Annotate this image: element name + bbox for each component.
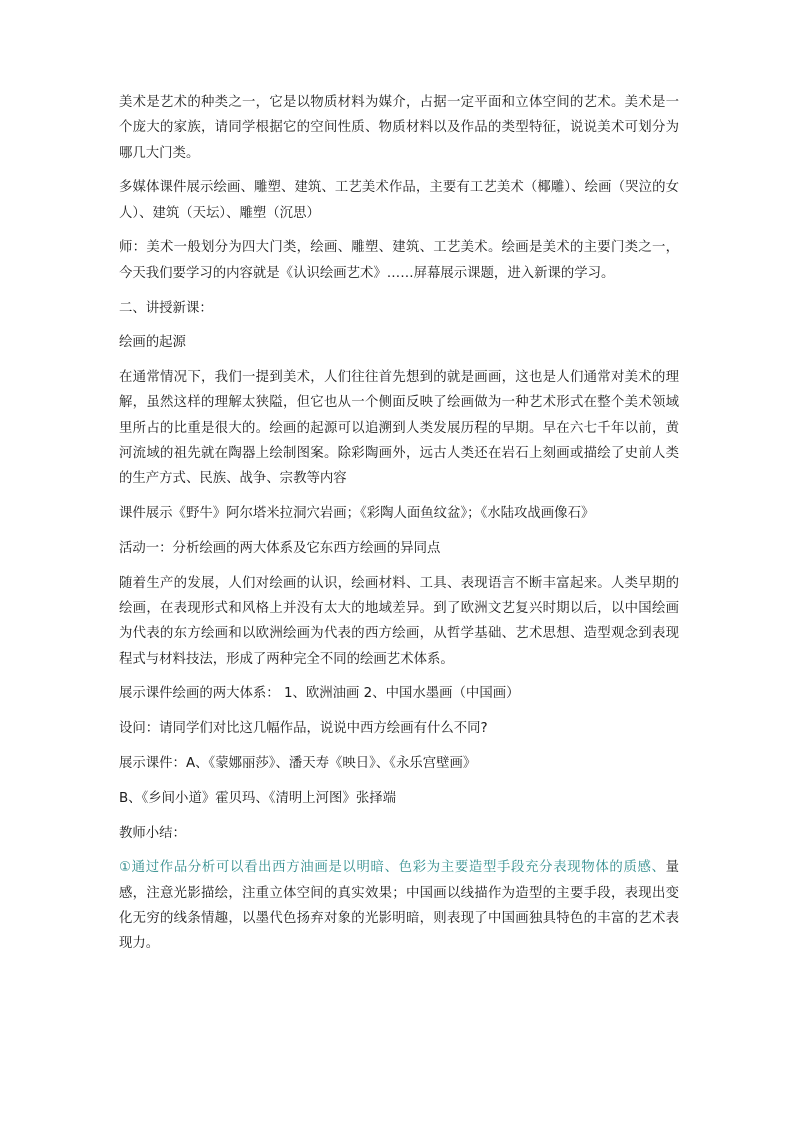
teacher-paragraph: 师：美术一般划分为四大门类，绘画、雕塑、建筑、工艺美术。绘画是美术的主要门类之一，今天我们要学习的内容就是《认识绘画艺术》……屏幕展示课题，进入新课的学习。 — [119, 240, 679, 281]
question-paragraph: 设问：请同学们对比这几幅作品，说说中西方绘画有什么不同? — [119, 721, 488, 737]
show-works-a-paragraph: 展示课件：A、《蒙娜丽莎》、潘天寿《映日》、《永乐宫壁画》 — [119, 756, 477, 772]
show-works-b-paragraph: B、《乡间小道》霍贝玛、《清明上河图》张择端 — [119, 790, 396, 806]
two-systems-paragraph: 展示课件绘画的两大体系： 1、欧洲油画 2、中国水墨画（中国画） — [119, 686, 520, 702]
multimedia-paragraph: 多媒体课件展示绘画、雕塑、建筑、工艺美术作品，主要有工艺美术（椰雕）、绘画（哭泣的女人）、建筑（天坛）、雕塑（沉思） — [119, 180, 679, 221]
document-body — [119, 90, 679, 966]
intro-paragraph: 美术是艺术的种类之一，它是以物质材料为媒介，占据一定平面和立体空间的艺术。美术是一个庞大的家族，请同学根据它的空间性质、物质材料以及作品的类型特征，说说美术可划分为哪几大门类。 — [119, 95, 679, 161]
section-heading-new-lesson: 二、讲授新课： — [119, 300, 213, 316]
subheading-origin: 绘画的起源 — [119, 335, 186, 351]
courseware-paragraph: 课件展示《野牛》阿尔塔米拉洞穴岩画；《彩陶人面鱼纹盆》；《水陆攻战画像石》 — [119, 506, 595, 522]
summary-teal-text: 通过作品分析可以看出西方油画是以明暗、色彩为主要造型手段充分表现物体的质感、 — [131, 860, 666, 876]
summary-marker: ① — [119, 860, 132, 876]
summary-rest-text: 量感，注意光影描绘，注重立体空间的真实效果；中国画以线描作为造型的主要手段，表现出变化无穷的线条情趣，以墨代色扬弃对象的光影明暗，则表现了中国画独具特色的丰富的艺术表现力。 — [119, 860, 679, 952]
summary-paragraph — [119, 855, 679, 956]
development-paragraph: 随着生产的发展，人们对绘画的认识，绘画材料、工具、表现语言不断丰富起来。人类早期的绘画，在表现形式和风格上并没有太大的地域差异。到了欧洲文艺复兴时期以后，以中国绘画为代表的东方绘画和以欧洲绘画为代表的西方绘画，从哲学基础、艺术思想、造型观念到表现程式与材料技法，形成了两种完全不同的绘画艺术体系。 — [119, 575, 679, 667]
teacher-summary-heading: 教师小结： — [119, 825, 186, 841]
activity-heading: 活动一：分析绘画的两大体系及它东西方绘画的异同点 — [119, 540, 441, 556]
origin-paragraph: 在通常情况下，我们一提到美术，人们往往首先想到的就是画画，这也是人们通常对美术的理解，虽然这样的理解太狭隘，但它也从一个侧面反映了绘画做为一种艺术形式在整个美术领域里所占的比重是很大的。绘画的起源可以追溯到人类发展历程的早期。早在六七千年以前，黄河流域的祖先就在陶器上绘制图案。除彩陶画外，远古人类还在岩石上刻画或描绘了史前人类的生产方式、民族、战争、宗教等内容 — [119, 370, 679, 487]
